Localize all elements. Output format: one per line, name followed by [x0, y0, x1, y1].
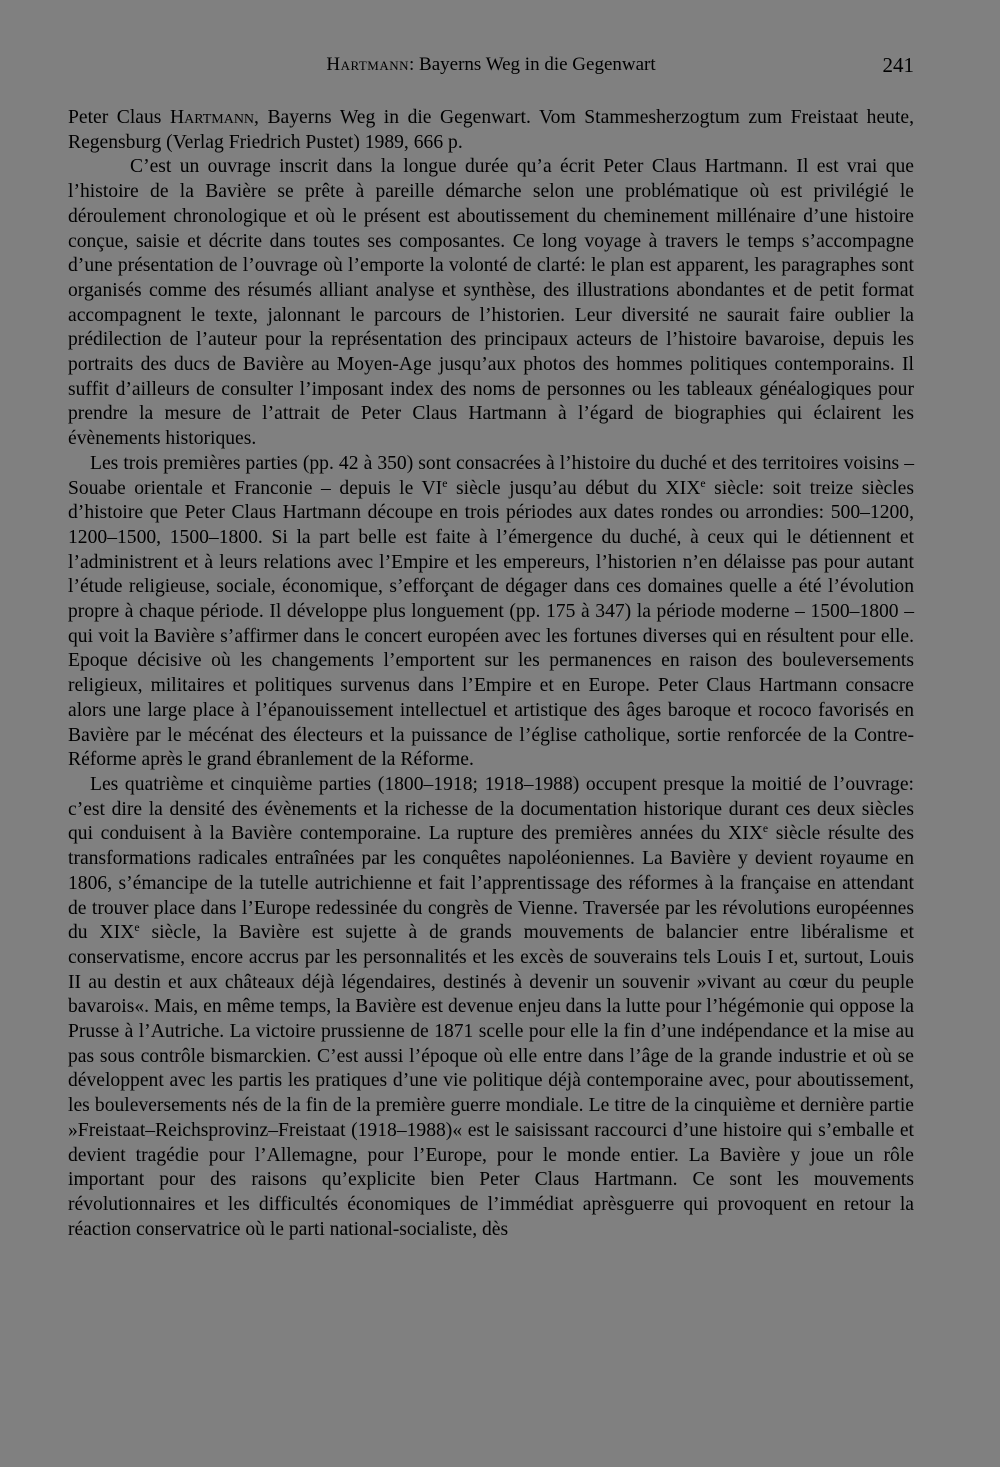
paragraph-2-part-c: siècle: soit treize siècles d’histoire que Peter Claus Hartmann découpe en trois périodes aux dates rondes ou arrondies: 500–1200, 1200–1500, 1500–1800. Si la part belle est faite à l’émergence du duché, à ceux qui le détiennent et l’administrent et à leurs relations avec l’Empire et les empereurs, l’historien n’en délaisse pas pour autant l’étude religieuse, sociale, économique, s’efforçant de dégager dans ces domaines quelle a été l’évolution propre à chaque période. Il développe plus longuement (pp. 175 à 347) la période moderne – 1500–1800 – qui voit la Bavière s’affirmer dans le concert européen avec les fortunes diverses qui en résultent pour elle. Epoque décisive où les changements l’emportent sur les permanences en raison des bouleversements religieux, militaires et politiques survenus dans l’Empire et en Europe. Peter Claus Hartmann consacre alors une large place à l’épanouissement intellectuel et artistique des âges baroque et rococo favorisés en Bavière par le mécénat des électeurs et la puissance de l’église catholique, sortie renforcée de la Contre-Réforme après le grand ébranlement de la Réforme.	[68, 477, 914, 771]
citation-author-last: Hartmann	[169, 107, 255, 128]
review-body	[68, 106, 914, 1242]
running-title-text: : Bayerns Weg in die Gegenwart	[409, 54, 656, 75]
paragraph-2-part-b: siècle jusqu’au début du XIX	[447, 477, 701, 499]
paragraph-3-part-a: Les quatrième et cinquième parties (1800–1918; 1918–1988) occupent presque la moitié de l’ouvrage: c’est dire la densité des évènements et la richesse de la documentation historique durant ces deux siècles qui conduisent à la Bavière contemporaine. La rupture des premières années du XIX	[68, 773, 914, 845]
page-number: 241	[882, 53, 914, 77]
superscript-e: e	[442, 476, 448, 490]
citation-details: , Bayerns Weg in die Gegenwart. Vom Stammesherzogtum zum Freistaat heute, Regensburg (Verlag Friedrich Pustet) 1989, 666 p.	[68, 107, 914, 153]
superscript-e: e	[700, 476, 706, 490]
citation	[68, 106, 914, 155]
running-title	[68, 50, 914, 80]
running-title-author: Hartmann	[326, 54, 410, 75]
paragraph-2-part-a: Les trois premières parties (pp. 42 à 350) sont consacrées à l’histoire du duché et des territoires voisins – Souabe orientale et Franconie – depuis le VI	[68, 452, 914, 499]
superscript-e: e	[134, 921, 140, 935]
paragraph-3-part-c: siècle, la Bavière est sujette à de grands mouvements de balancier entre libéralisme et conservatisme, encore accrus par les personnalités et les excès de souverains tels Louis I et, surtout, Louis II au destin et aux châteaux déjà légendaires, destinés à devenir un souvenir »vivant au cœur du peuple bavarois«. Mais, en même temps, la Bavière est devenue enjeu dans la lutte pour l’hégémonie qui oppose la Prusse à l’Autriche. La victoire prussienne de 1871 scelle pour elle la fin d’une indépendance et la mise au pas sous contrôle bismarckien. C’est aussi l’époque où elle entre dans l’âge de la grande industrie et où se développent avec les partis les pratiques d’une vie politique déjà contemporaine avec, pour aboutissement, les bouleversements nés de la fin de la première guerre mondiale. Le titre de la cinquième et dernière partie »Freistaat–Reichsprovinz–Freistaat (1918–1988)« est le saisissant raccourci d’une histoire qui s’emballe et devient tragédie pour l’Allemagne, pour l’Europe, pour le monde entier. La Bavière y joue un rôle important pour des raisons qu’explicite bien Peter Claus Hartmann. Ce sont les mouvements révolutionnaires et les difficultés économiques de l’immédiat aprèsguerre qui provoquent en retour la réaction conservatrice où le parti national-socialiste, dès	[68, 922, 914, 1240]
citation-author-first: Peter Claus	[68, 107, 170, 128]
paragraph-1: C’est un ouvrage inscrit dans la longue durée qu’a écrit Peter Claus Hartmann. Il est vrai que l’histoire de la Bavière se prête à pareille démarche selon une problématique où est privilégié le déroulement chronologique et où le présent est aboutissement du cheminement millénaire d’une histoire conçue, saisie et décrite dans toutes ses composantes. Ce long voyage à travers le temps s’accompagne d’une présentation de l’ouvrage où l’emporte la volonté de clarté: le plan est apparent, les paragraphes sont organisés comme des résumés alliant analyse et synthèse, des illustrations abondantes et de petit format accompagnent le texte, jalonnant le parcours de l’historien. Leur diversité ne saurait faire oublier la prédilection de l’auteur pour la représentation des principaux acteurs de l’histoire bavaroise, depuis les portraits des ducs de Bavière au Moyen-Age jusqu’aux photos des hommes politiques contemporains. Il suffit d’ailleurs de consulter l’imposant index des noms de personnes ou les tableaux généalogiques pour prendre la mesure de l’attrait de Peter Claus Hartmann à l’égard de biographies qui éclairent les évènements historiques.	[68, 156, 914, 450]
paragraph-3-part-b: siècle résulte des transformations radicales entraînées par les conquêtes napoléoniennes. La Bavière y devient royaume en 1806, s’émancipe de la tutelle autrichienne et fait l’apprentissage des réformes à la française en attendant de trouver place dans l’Europe redessinée du congrès de Vienne. Traversée par les révolutions européennes du XIX	[68, 823, 914, 944]
paragraph-3	[68, 773, 914, 1242]
paragraph-2	[68, 452, 914, 773]
running-header	[68, 50, 914, 80]
superscript-e: e	[762, 822, 769, 836]
